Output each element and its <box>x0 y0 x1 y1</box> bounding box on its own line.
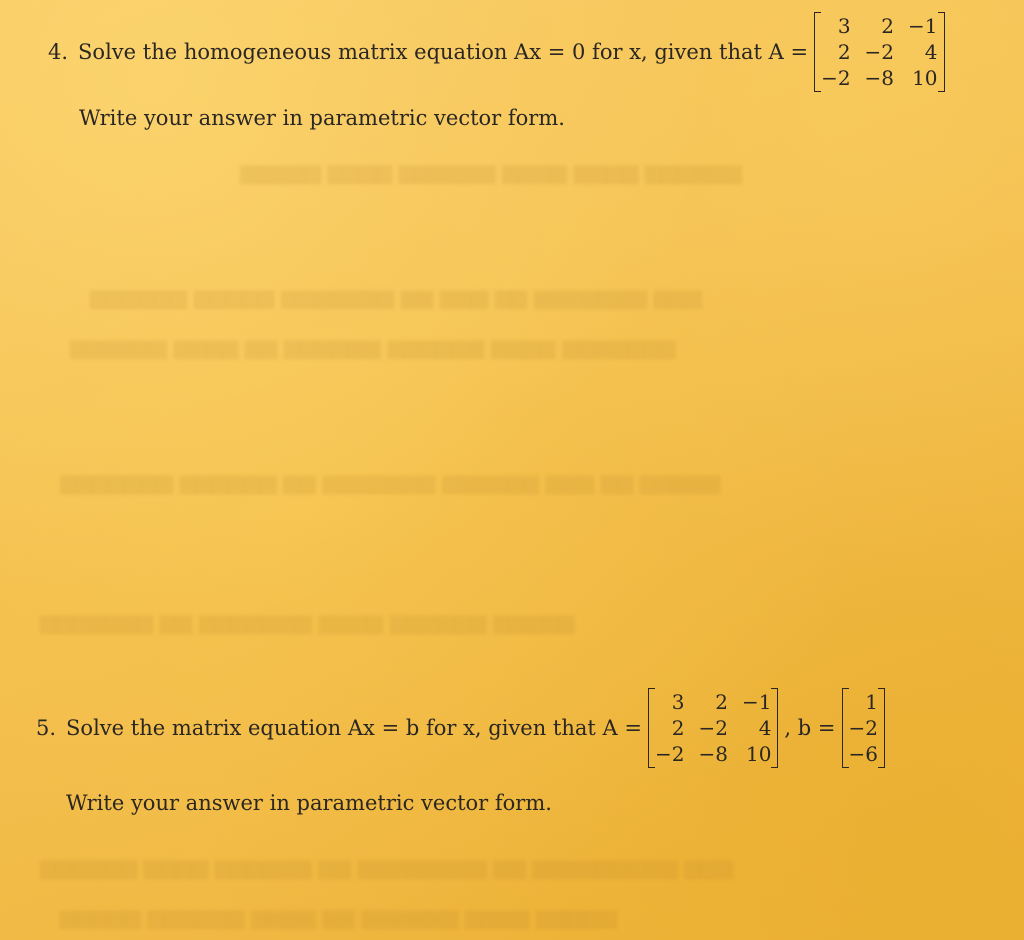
matrix-cell: 2 <box>837 40 851 64</box>
matrix-cell: 2 <box>881 14 895 38</box>
matrix-cell: 2 <box>715 690 728 714</box>
problem-4-statement <box>48 12 945 92</box>
problem-4-number: 4. <box>48 40 69 64</box>
matrix-cell: −2 <box>698 716 728 740</box>
matrix-cell: −8 <box>864 66 895 90</box>
matrix-cell: 4 <box>758 716 772 740</box>
vector-cell: 1 <box>865 690 878 714</box>
show-through-text: ▆▆▆▆▆▆▆ ▆▆ ▆▆▆▆▆▆▆ ▆▆▆▆ ▆▆▆▆▆▆ ▆▆▆▆▆ <box>40 610 575 634</box>
problem-5-statement <box>36 688 885 768</box>
matrix-a-problem-4 <box>814 12 944 92</box>
vector-b-problem-5 <box>842 688 885 768</box>
matrix-cell: 4 <box>924 40 938 64</box>
matrix-a-problem-5 <box>648 688 778 768</box>
matrix-cell: 3 <box>671 690 685 714</box>
show-through-text: ▆▆▆▆▆▆▆ ▆▆▆▆▆▆ ▆▆ ▆▆▆▆▆▆▆ ▆▆▆▆▆▆ ▆▆▆ ▆▆ ▆▆▆▆▆ <box>60 470 721 494</box>
vector-cell: −2 <box>848 716 878 740</box>
problem-5-number: 5. <box>36 716 57 740</box>
show-through-text: ▆▆▆▆▆ ▆▆▆▆▆▆ ▆▆▆▆ ▆▆ ▆▆▆▆▆▆ ▆▆▆▆ ▆▆▆▆▆ <box>60 905 617 929</box>
matrix-cell: 3 <box>837 14 851 38</box>
matrix-cell: −2 <box>864 40 895 64</box>
show-through-text: ▆▆▆▆▆ ▆▆▆▆ ▆▆▆▆▆▆ ▆▆▆▆ ▆▆▆▆ ▆▆▆▆▆▆ <box>240 160 742 184</box>
problem-4-text: Solve the homogeneous matrix equation Ax = 0 for x, given that A = <box>78 40 809 64</box>
show-through-text: ▆▆▆▆▆▆ ▆▆▆▆ ▆▆ ▆▆▆▆▆▆ ▆▆▆▆▆▆ ▆▆▆▆ ▆▆▆▆▆▆▆ <box>70 335 676 359</box>
problem-4-instruction: Write your answer in parametric vector form. <box>79 106 565 130</box>
show-through-text: ▆▆▆▆▆▆ ▆▆▆▆ ▆▆▆▆▆▆ ▆▆ ▆▆▆▆▆▆▆▆ ▆▆ ▆▆▆▆▆▆▆▆▆ ▆▆▆ <box>40 855 733 879</box>
problem-5-text: Solve the matrix equation Ax = b for x, given that A = <box>66 716 642 740</box>
problem-5-instruction: Write your answer in parametric vector form. <box>66 791 552 815</box>
matrix-cell: −8 <box>698 742 728 766</box>
vector-b-label: , b = <box>784 716 836 740</box>
vector-cell: −6 <box>848 742 878 766</box>
show-through-text: ▆▆▆▆▆▆ ▆▆▆▆▆ ▆▆▆▆▆▆▆ ▆▆ ▆▆▆ ▆▆ ▆▆▆▆▆▆▆ ▆▆▆ <box>90 285 702 309</box>
matrix-cell: 10 <box>912 66 938 90</box>
matrix-cell: −2 <box>821 66 851 90</box>
matrix-cell: −1 <box>741 690 772 714</box>
matrix-cell: 10 <box>745 742 772 766</box>
matrix-cell: 2 <box>671 716 685 740</box>
matrix-cell: −2 <box>654 742 685 766</box>
matrix-cell: −1 <box>908 14 938 38</box>
